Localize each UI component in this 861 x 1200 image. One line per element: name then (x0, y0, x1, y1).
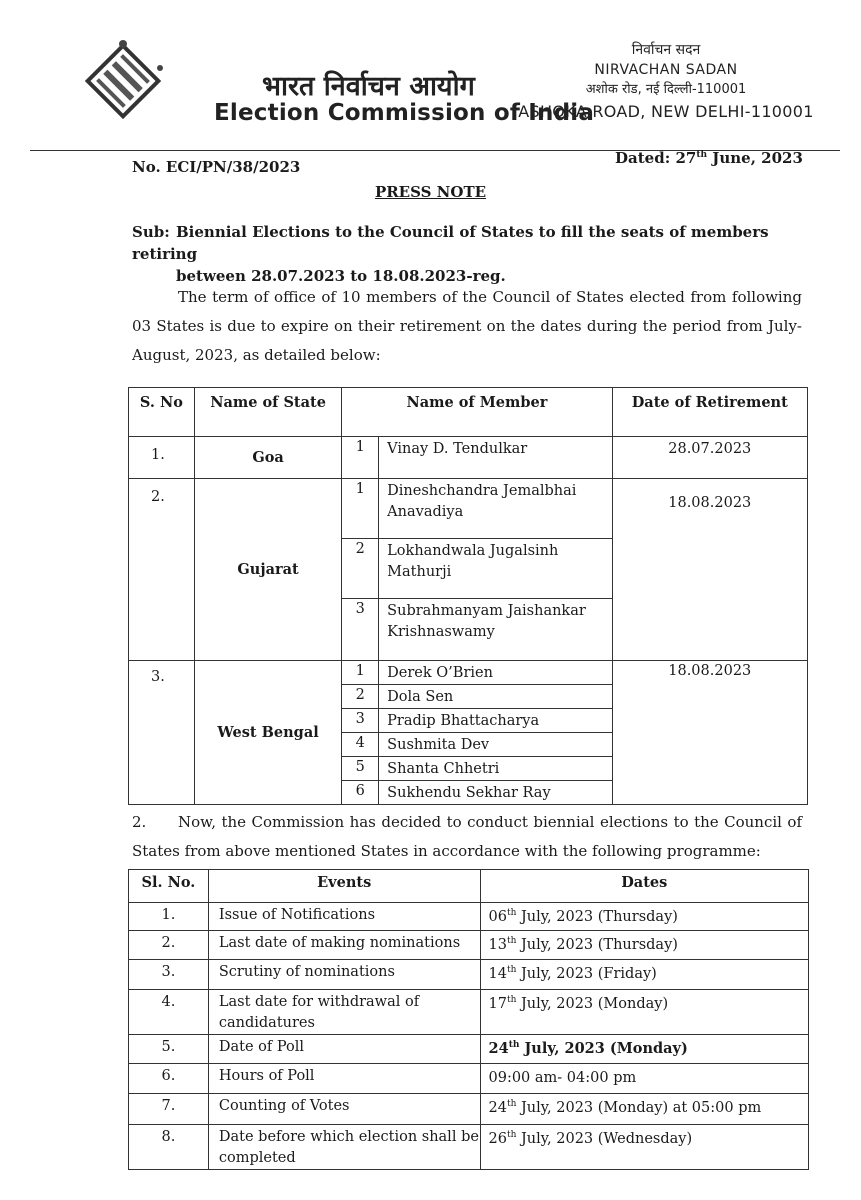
row-date: 17th July, 2023 (Monday) (480, 990, 809, 1035)
table-row: 2. Gujarat 1 Dineshchandra Jemalbhai Anavadiya 18.08.2023 (129, 479, 808, 539)
reference-number: No. ECI/PN/38/2023 (132, 158, 301, 176)
subject-line-1: Biennial Elections to the Council of States to fill the seats of members retiring (132, 223, 769, 263)
row-event: Hours of Poll (208, 1064, 480, 1094)
row-serial: 1. (129, 903, 209, 931)
table-header-row (129, 388, 808, 437)
col-header-events: Events (208, 870, 480, 903)
row-date: 13th July, 2023 (Thursday) (480, 931, 809, 960)
row-event: Last date for withdrawal of candidatures (208, 990, 480, 1035)
paragraph-2: 2. Now, the Commission has decided to conduct biennial elections to the Council of States from above mentioned States in accordance with the following programme: (132, 813, 802, 860)
table-row (129, 960, 809, 990)
table-row: 3 Pradip Bhattacharya (129, 709, 808, 733)
table-row (129, 990, 809, 1035)
row-date: 09:00 am- 04:00 pm (480, 1064, 809, 1094)
address-line-2: NIRVACHAN SADAN (594, 62, 738, 78)
col-header-sno: S. No (129, 388, 195, 437)
col-header-member: Name of Member (342, 388, 612, 437)
address-line-4: ASHOKA ROAD, NEW DELHI-110001 (518, 102, 814, 121)
row-event: Last date of making nominations (208, 931, 480, 960)
row-serial: 6. (129, 1064, 209, 1094)
row-event: Issue of Notifications (208, 903, 480, 931)
row-date: 24th July, 2023 (Monday) at 05:00 pm (480, 1094, 809, 1125)
address-line-3: अशोक रोड, नई दिल्ली-110001 (585, 82, 747, 97)
row-date: 26th July, 2023 (Wednesday) (480, 1125, 809, 1170)
subject-label: Sub: (132, 223, 170, 241)
paragraph-1: The term of office of 10 members of the Council of States elected from following 03 States is due to expire on their retirement on the dates during the period from July-August, 2023, as detailed below: (132, 288, 802, 364)
table-row: 4 Sushmita Dev (129, 733, 808, 757)
dated: Dated: 27th June, 2023 (615, 149, 803, 167)
col-header-slno: Sl. No. (129, 870, 209, 903)
row-serial: 5. (129, 1035, 209, 1064)
subject-line-2: between 28.07.2023 to 18.08.2023-reg. (176, 267, 506, 285)
table-row: 5 Shanta Chhetri (129, 757, 808, 781)
table-row (129, 1125, 809, 1170)
row-serial: 8. (129, 1125, 209, 1170)
table-row (129, 931, 809, 960)
row-event: Date of Poll (208, 1035, 480, 1064)
col-header-state: Name of State (194, 388, 342, 437)
col-header-dates: Dates (480, 870, 809, 903)
row-serial: 2. (129, 931, 209, 960)
table-row: 1. Goa 1 Vinay D. Tendulkar 28.07.2023 (129, 437, 808, 479)
table-row (129, 1094, 809, 1125)
table-row (129, 1035, 809, 1064)
title-hindi: भारत निर्वाचन आयोग (262, 71, 475, 102)
row-date: 06th July, 2023 (Thursday) (480, 903, 809, 931)
row-event: Counting of Votes (208, 1094, 480, 1125)
table-row (129, 903, 809, 931)
row-serial: 7. (129, 1094, 209, 1125)
address-block (516, 40, 816, 122)
table-header-row (129, 870, 809, 903)
table-row: 2 Lokhandwala Jugalsinh Mathurji (129, 539, 808, 599)
subject (132, 221, 812, 287)
row-event: Scrutiny of nominations (208, 960, 480, 990)
eci-logo-icon (80, 38, 166, 124)
table-row (129, 1064, 809, 1094)
retirement-table (128, 387, 808, 805)
row-serial: 4. (129, 990, 209, 1035)
press-note-title: PRESS NOTE (374, 183, 487, 201)
address-line-1: निर्वाचन सदन (631, 42, 701, 58)
row-serial: 3. (129, 960, 209, 990)
row-date: 14th July, 2023 (Friday) (480, 960, 809, 990)
table-row: 2 Dola Sen (129, 685, 808, 709)
table-row: 3. West Bengal 1 Derek O’Brien 18.08.2023 (129, 661, 808, 685)
title-english: Election Commission of India (214, 100, 595, 126)
col-header-date: Date of Retirement (612, 388, 807, 437)
table-row: 3 Subrahmanyam Jaishankar Krishnaswamy (129, 599, 808, 661)
row-date: 24th July, 2023 (Monday) (480, 1035, 809, 1064)
table-row: 6 Sukhendu Sekhar Ray (129, 781, 808, 805)
programme-table (128, 869, 809, 1170)
row-event: Date before which election shall be completed (208, 1125, 480, 1170)
